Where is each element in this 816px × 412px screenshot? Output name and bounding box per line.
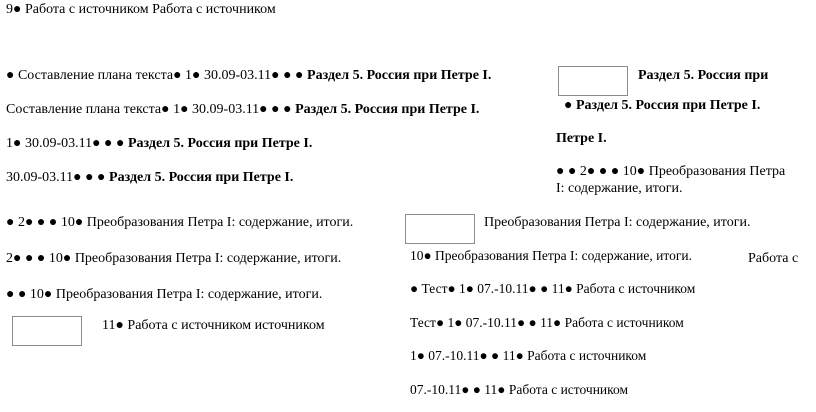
right-top-line-1: Раздел 5. Россия при — [638, 68, 769, 83]
middle-right-line-1: Преобразования Петра I: содержание, итоги. — [484, 215, 751, 230]
right-top-line-5: I: содержание, итоги. — [556, 181, 683, 196]
left-row-1 — [6, 68, 491, 84]
middle-right-line-2-tail: Работа с — [748, 251, 799, 266]
left-row-2-heading: Раздел 5. Россия при Петре I. — [295, 102, 480, 117]
middle-right-line-5: 1● 07.-10.11● ● 11● Работа с источником — [410, 348, 647, 363]
left-row-3 — [6, 136, 312, 152]
blank-box-1 — [558, 66, 628, 96]
left-row-3-heading: Раздел 5. Россия при Петре I. — [127, 136, 313, 151]
middle-right-line-4: Тест● 1● 07.-10.11● ● 11● Работа с источником — [410, 315, 684, 330]
left-row-2 — [6, 102, 479, 118]
right-top-line-3: Петре I. — [556, 131, 607, 146]
left-row-1-heading: Раздел 5. Россия при Петре I. — [307, 68, 492, 83]
left-row-4-text: 30.09-03.11● ● ● — [6, 170, 110, 185]
left-row-2-text: Составление плана текста● 1● 30.09-03.11● ● ● — [6, 102, 296, 117]
right-top-line-4: ● ● 2● ● ● 10● Преобразования Петра — [556, 164, 786, 179]
left-row-1-text: ● Составление плана текста● 1● 30.09-03.11● ● ● — [6, 68, 308, 83]
left-row-3-text: 1● 30.09-03.11● ● ● — [6, 136, 128, 151]
middle-right-line-6: 07.-10.11● ● 11● Работа с источником — [410, 382, 629, 397]
left-row-4-heading: Раздел 5. Россия при Петре I. — [109, 170, 294, 185]
top-line: 9● Работа с источником Работа с источником — [6, 2, 276, 17]
middle-right-line-3: ● Тест● 1● 07.-10.11● ● 11● Работа с источником — [410, 281, 696, 296]
middle-right-line-2: 10● Преобразования Петра I: содержание, итоги. — [410, 248, 692, 263]
blank-box-3 — [12, 316, 82, 346]
left-row-4 — [6, 170, 293, 186]
right-top-line-2: ● Раздел 5. Россия при Петре I. — [564, 98, 761, 113]
middle-left-line-2: 2● ● ● 10● Преобразования Петра I: содержание, итоги. — [6, 251, 342, 266]
middle-left-line-4: 11● Работа с источником источником — [102, 318, 325, 333]
blank-box-2 — [405, 214, 475, 244]
middle-left-line-3: ● ● 10● Преобразования Петра I: содержание, итоги. — [6, 287, 323, 302]
middle-left-line-1: ● 2● ● ● 10● Преобразования Петра I: содержание, итоги. — [6, 215, 354, 230]
